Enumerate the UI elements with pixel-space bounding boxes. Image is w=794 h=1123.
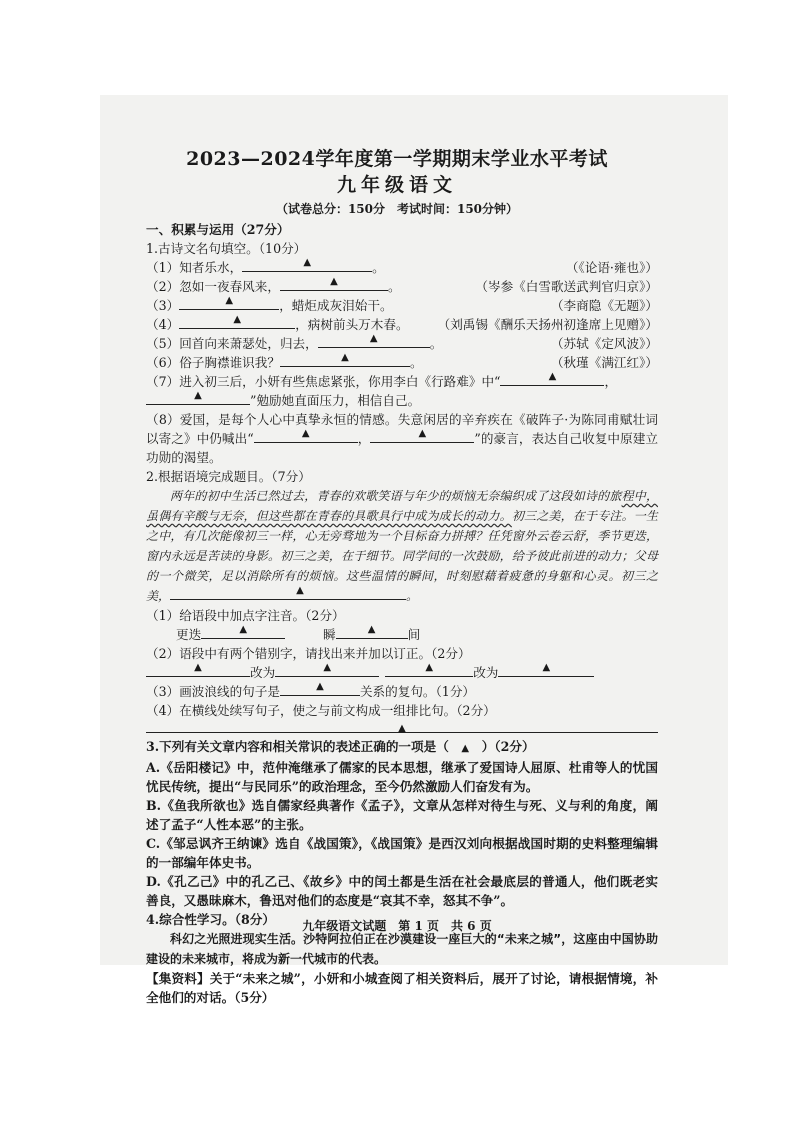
exam-content bbox=[146, 146, 658, 1007]
passage-part-b: 初三之美，在于专注。一生之中，有几次能像初三一样，心无旁骛地为一个目标奋力拼搏？任凭窗外云卷云舒，季节更迭，窗内永远是苦读的身影。初三之美，在于细节。同学间的一次鼓励，给予彼此前进的动力；父母的一个微笑，足以消除所有的烦恼。这些温情的瞬间，时刻慰藉着疲惫的身躯和心灵。初三之美， bbox=[146, 509, 658, 603]
q1-item-4 bbox=[146, 315, 658, 334]
blank-marker: ▲ bbox=[233, 314, 242, 325]
q1-item-source: （李商隐《无题》） bbox=[550, 298, 658, 313]
answer-blank[interactable] bbox=[318, 334, 430, 348]
exam-subject: 九年级语文 bbox=[336, 174, 457, 196]
q3-stem-pre: 3.下列有关文章内容和相关常识的表述正确的一项是（ bbox=[146, 739, 449, 754]
answer-blank[interactable] bbox=[179, 296, 279, 310]
q3-stem-post: ）（2分） bbox=[481, 739, 535, 754]
answer-blank[interactable] bbox=[500, 372, 604, 386]
blank-marker: ▲ bbox=[398, 723, 406, 734]
q1-item-pre: （5）回首向来萧瑟处，归去， bbox=[146, 336, 318, 351]
answer-blank[interactable] bbox=[385, 663, 473, 677]
q1-stem: 1.古诗文名句填空。（10分） bbox=[146, 241, 307, 256]
answer-blank[interactable] bbox=[254, 429, 358, 443]
wavy-sentence: 程中，虽偶有辛酸与无奈，但这些都在青春的具歌具行中成为成长的动力。 bbox=[146, 489, 658, 523]
q2-sub1-answers bbox=[146, 625, 658, 644]
blank-marker: ▲ bbox=[461, 743, 470, 754]
q1-item-pre: （1）知者乐水， bbox=[146, 260, 243, 275]
q1-item-pre: （6）俗子胸襟谁识我？ bbox=[146, 355, 280, 370]
word-shun: 瞬 bbox=[322, 627, 336, 642]
fix-label: 改为 bbox=[473, 665, 499, 680]
q2-passage bbox=[146, 486, 658, 606]
blank-marker: ▲ bbox=[301, 428, 310, 439]
q1-item-3 bbox=[146, 296, 658, 315]
blank-marker: ▲ bbox=[316, 681, 324, 692]
answer-blank[interactable] bbox=[146, 663, 250, 677]
q1-item-post: 。 bbox=[387, 279, 401, 294]
q3-option-d[interactable]: D.《孔乙己》中的孔乙己、《故乡》中的闰土都是生活在社会最底层的普通人，他们既老实善良，又愚昧麻木，鲁迅对他们的态度是“哀其不幸，怒其不争”。 bbox=[146, 874, 658, 908]
blank-marker: ▲ bbox=[239, 624, 248, 635]
blank-marker: ▲ bbox=[330, 276, 338, 287]
q4-intro: 科幻之光照进现实生活。沙特阿拉伯正在沙漠建设一座巨大的“未来之城”，这座由中国协助建设的未来城市，将成为新一代城市的代表。 bbox=[146, 932, 658, 966]
q1-item-post: ，病树前头万木春。 bbox=[295, 317, 409, 332]
q4-material bbox=[146, 969, 658, 1007]
blank-marker: ▲ bbox=[548, 371, 557, 382]
blank-marker: ▲ bbox=[194, 662, 202, 673]
q2-sub2-answers bbox=[146, 663, 658, 682]
answer-blank[interactable] bbox=[275, 663, 379, 677]
section-heading: 一、积累与运用（27分） bbox=[146, 222, 290, 237]
material-text: 关于“未来之城”，小妍和小城查阅了相关资料后，展开了讨论，请根据情境，补全他们的对话。（5分） bbox=[146, 971, 658, 1005]
q1-item-post: 。 bbox=[372, 260, 385, 275]
q1-item-post: ，蜡炬成灰泪始干。 bbox=[279, 298, 393, 313]
passage-end: 。 bbox=[406, 589, 419, 603]
answer-blank[interactable] bbox=[201, 625, 285, 639]
answer-blank[interactable] bbox=[370, 429, 474, 443]
blank-marker: ▲ bbox=[542, 662, 551, 673]
q1-item-8 bbox=[146, 410, 658, 467]
q1-item-post: 。 bbox=[409, 355, 423, 370]
answer-blank[interactable] bbox=[146, 391, 250, 405]
blank-marker: ▲ bbox=[341, 352, 349, 363]
q1-item-2 bbox=[146, 277, 658, 296]
answer-blank[interactable] bbox=[179, 315, 295, 329]
blank-marker: ▲ bbox=[369, 333, 378, 344]
q2-sub2: （2）语段中有两个错别字，请找出来并加以订正。（2分） bbox=[146, 646, 471, 661]
answer-blank[interactable] bbox=[242, 258, 372, 272]
q1-item-5 bbox=[146, 334, 658, 353]
q1-item-source: （苏轼《定风波》） bbox=[550, 336, 658, 351]
material-tag: 【集资料】 bbox=[146, 971, 210, 986]
q1-item-source: （岑参《白雪歌送武判官归京》） bbox=[475, 279, 658, 294]
q1-item8-pre: （8）爱国，是每个人心中真挚永恒的情感。失意闲居的辛弃疾在《破阵子·为陈同甫赋壮词以寄之》中仍喊出“ bbox=[146, 412, 658, 446]
q1-item-post: 。 bbox=[429, 336, 443, 351]
q1-item-6 bbox=[146, 353, 658, 372]
word-jian: 间 bbox=[407, 627, 421, 642]
q2-sub3 bbox=[146, 682, 658, 701]
answer-blank[interactable] bbox=[170, 586, 406, 600]
answer-line[interactable] bbox=[146, 720, 658, 733]
fix-label: 改为 bbox=[250, 665, 276, 680]
q2-stem: 2.根据语境完成题目。（7分） bbox=[146, 469, 311, 484]
answer-blank[interactable] bbox=[498, 663, 594, 677]
q1-item-7-cont bbox=[146, 391, 658, 410]
word-gengdie: 更迭 bbox=[176, 627, 202, 642]
blank-marker: ▲ bbox=[323, 662, 332, 673]
q1-item-1 bbox=[146, 258, 658, 277]
q1-item-source: （刘禹锡《酬乐天扬州初逢席上见赠》） bbox=[437, 317, 658, 332]
q1-item-pre: （2）忽如一夜春风来， bbox=[146, 279, 280, 294]
blank-marker: ▲ bbox=[418, 428, 427, 439]
sub3-post: 关系的复句。（1分） bbox=[359, 684, 476, 699]
q3-option-c[interactable]: C.《邹忌讽齐王纳谏》选自《战国策》，《战国策》是西汉刘向根据战国时期的史料整理编辑的一部编年体史书。 bbox=[146, 836, 658, 870]
passage-part-a: 两年的初中生活已然过去，青春的欢歌笑语与年少的烦恼无奈编织成了这段如诗的旅 bbox=[170, 489, 622, 503]
q2-sub1: （1）给语段中加点字注音。（2分） bbox=[146, 608, 345, 623]
q2-sub4: （4）在横线处续写句子，使之与前文构成一组排比句。（2分） bbox=[146, 703, 496, 718]
answer-blank[interactable] bbox=[336, 625, 408, 639]
answer-blank[interactable] bbox=[280, 277, 388, 291]
q1-item-source: （秋瑾《满江红》） bbox=[550, 355, 658, 370]
q4-stem: 4.综合性学习。（8分） bbox=[146, 912, 275, 927]
q1-item-7: （7）进入初三后，小妍有些焦虑紧张，你用李白《行路难》中“ ▲ ， bbox=[146, 371, 618, 389]
q1-item7-post: ”勉励她直面压力，相信自己。 bbox=[250, 393, 421, 408]
q3-option-b[interactable]: B.《鱼我所欲也》选自儒家经典著作《孟子》，文章从怎样对待生与死、义与利的角度，阐述了孟子“人性本恶”的主张。 bbox=[146, 798, 658, 832]
q1-item8-post: ”的豪言，表达自己收复中原建立功勋的渴望。 bbox=[146, 431, 658, 465]
sub3-pre: （3）画波浪线的句子是 bbox=[146, 684, 280, 699]
blank-marker: ▲ bbox=[425, 662, 434, 673]
q1-item-pre: （4） bbox=[146, 317, 180, 332]
blank-marker: ▲ bbox=[194, 390, 202, 401]
exam-meta: （试卷总分：150分 考试时间：150分钟） bbox=[275, 202, 519, 216]
q1-item-pre: （3） bbox=[146, 298, 180, 313]
blank-marker: ▲ bbox=[367, 624, 376, 635]
answer-blank[interactable] bbox=[280, 682, 360, 696]
q1-item7-pre: （7）进入初三后，小妍有些焦虑紧张，你用李白《行路难》中“ bbox=[146, 374, 501, 389]
q3-option-a[interactable]: A.《岳阳楼记》中，范仲淹继承了儒家的民本思想，继承了爱国诗人屈原、杜甫等人的忧国忧民传统，提出“与民同乐”的政治理念，至今仍然激励人们奋发有为。 bbox=[146, 760, 658, 794]
q1-item8-comma: ， bbox=[357, 431, 371, 446]
answer-blank[interactable] bbox=[280, 353, 410, 367]
q1-item-source: （《论语·雍也》） bbox=[565, 260, 658, 275]
q1-items bbox=[146, 258, 658, 372]
blank-marker: ▲ bbox=[303, 257, 312, 268]
blank-marker: ▲ bbox=[225, 295, 234, 306]
page-footer: 九年级语文试题 第 1 页 共 6 页 bbox=[302, 919, 492, 933]
exam-title: 2023—2024学年度第一学期期末学业水平考试 bbox=[186, 148, 608, 170]
q3-stem bbox=[146, 737, 658, 758]
blank-marker: ▲ bbox=[296, 585, 304, 596]
